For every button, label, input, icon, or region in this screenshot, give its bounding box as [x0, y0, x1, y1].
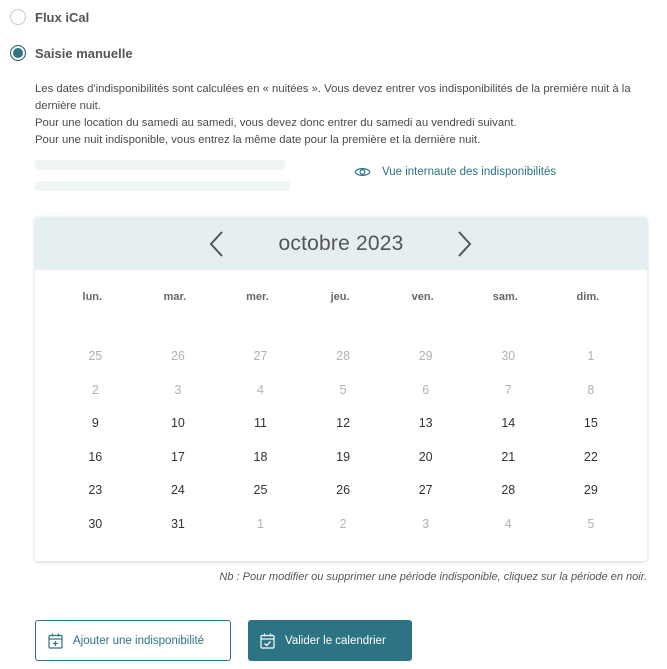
calendar-day[interactable]: 31: [170, 516, 185, 531]
calendar-day[interactable]: 22: [583, 449, 598, 464]
calendar-day[interactable]: 5: [339, 382, 347, 397]
calendar-day[interactable]: 25: [88, 349, 103, 363]
calendar: [35, 217, 647, 561]
calendar-day[interactable]: 10: [170, 416, 185, 431]
info-line-3: Pour une nuit indisponible, vous entrez la même date pour la première et la dernière nuit.: [35, 134, 481, 146]
calendar-header: [35, 217, 647, 270]
weekday-label: lun.: [82, 291, 103, 303]
validate-calendar-button[interactable]: [248, 620, 412, 661]
calendar-day[interactable]: 3: [422, 516, 430, 531]
edit-note: Nb : Pour modifier ou supprimer une période indisponible, cliquez sur la période en noir.: [219, 571, 647, 583]
weekday-label: ven.: [411, 291, 434, 303]
faded-line-1: [35, 160, 285, 170]
view-link-label: Vue internaute des indisponibilités: [382, 166, 557, 178]
calendar-day[interactable]: 17: [170, 449, 185, 464]
calendar-day[interactable]: 28: [501, 483, 516, 498]
calendar-day[interactable]: 5: [587, 516, 595, 531]
info-line-1: Les dates d'indisponibilités sont calculées en « nuitées ». Vous devez entrer vos indisponibilités de la première nuit à la dernière nuit.: [35, 83, 631, 112]
add-unavailability-button[interactable]: [35, 620, 231, 661]
calendar-day[interactable]: 28: [336, 349, 351, 363]
calendar-day[interactable]: 14: [501, 416, 516, 431]
calendar-day[interactable]: 30: [501, 349, 516, 363]
calendar-week-row: [54, 483, 647, 517]
info-text: [35, 81, 655, 149]
calendar-day[interactable]: 2: [91, 382, 99, 397]
calendar-week-row: [54, 517, 647, 551]
calendar-day[interactable]: 1: [257, 516, 264, 531]
calendar-day[interactable]: 7: [504, 382, 512, 397]
calendar-day[interactable]: 29: [583, 483, 598, 498]
day-grid: [35, 349, 647, 551]
calendar-day[interactable]: 2: [339, 516, 347, 531]
calendar-day[interactable]: 9: [91, 416, 99, 431]
validate-button-label: Valider le calendrier: [285, 634, 386, 647]
radio-option-ical[interactable]: [10, 9, 89, 25]
calendar-day[interactable]: 29: [418, 349, 433, 363]
calendar-week-row: [54, 416, 647, 450]
calendar-check-icon: [260, 633, 275, 649]
faded-line-2: [35, 181, 290, 191]
chevron-left-icon: [209, 230, 225, 258]
view-unavailability-link[interactable]: [354, 166, 556, 178]
calendar-day[interactable]: 3: [174, 382, 182, 397]
calendar-day[interactable]: 27: [418, 483, 433, 498]
calendar-plus-icon: [48, 633, 63, 649]
weekday-label: jeu.: [330, 291, 350, 303]
calendar-week-row: [54, 450, 647, 484]
next-month-button[interactable]: [452, 230, 476, 258]
calendar-day[interactable]: 11: [253, 416, 267, 431]
calendar-day[interactable]: 12: [336, 416, 351, 431]
radio-ical[interactable]: [10, 9, 26, 25]
calendar-title: octobre 2023: [278, 231, 404, 255]
calendar-day[interactable]: 13: [418, 416, 433, 431]
calendar-day[interactable]: 6: [422, 382, 430, 397]
calendar-day[interactable]: 30: [88, 516, 103, 531]
eye-icon: [354, 166, 371, 178]
add-button-label: Ajouter une indisponibilité: [73, 634, 205, 647]
weekday-label: dim.: [576, 291, 600, 303]
calendar-day[interactable]: 4: [504, 516, 512, 531]
chevron-right-icon: [456, 230, 472, 258]
calendar-day[interactable]: 20: [418, 449, 433, 464]
info-line-2: Pour une location du samedi au samedi, vous devez donc entrer du samedi au vendredi suivant.: [35, 117, 517, 129]
weekday-label: mer.: [246, 291, 269, 303]
radio-ical-label: Flux iCal: [35, 9, 90, 25]
calendar-week-row: [54, 383, 647, 417]
prev-month-button[interactable]: [205, 230, 229, 258]
weekday-label: sam.: [492, 291, 518, 303]
radio-manual[interactable]: [10, 45, 26, 61]
calendar-day[interactable]: 27: [253, 349, 268, 363]
calendar-day[interactable]: 26: [336, 483, 351, 498]
calendar-day[interactable]: 26: [170, 349, 185, 363]
calendar-day[interactable]: 4: [257, 382, 264, 397]
calendar-day[interactable]: 24: [170, 483, 185, 498]
calendar-day[interactable]: 19: [336, 449, 351, 464]
weekday-label: mar.: [163, 291, 187, 303]
calendar-day[interactable]: 18: [253, 449, 268, 464]
calendar-day[interactable]: 21: [501, 449, 516, 464]
radio-manual-label: Saisie manuelle: [35, 45, 133, 61]
calendar-day[interactable]: 15: [583, 416, 598, 431]
calendar-day[interactable]: 8: [587, 382, 595, 397]
calendar-week-row: [54, 349, 647, 383]
calendar-day[interactable]: 25: [253, 483, 268, 498]
calendar-day[interactable]: 23: [88, 483, 103, 498]
calendar-day[interactable]: 1: [587, 349, 595, 363]
radio-option-manual[interactable]: [10, 45, 133, 61]
calendar-day[interactable]: 16: [88, 449, 103, 464]
weekday-row: [35, 291, 647, 303]
